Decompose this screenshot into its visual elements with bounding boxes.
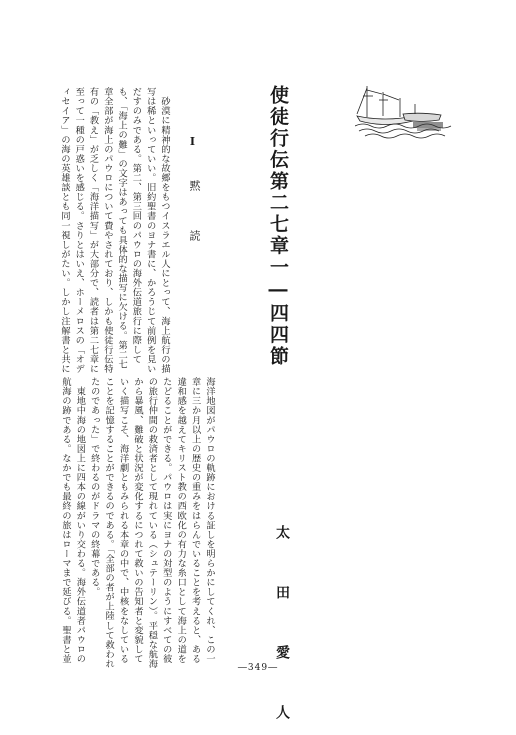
- section-number: Ⅰ: [186, 135, 199, 151]
- author-name: 太 田 愛 人: [274, 525, 290, 735]
- body-line: だすのみである。第二、第三回のパウロの海外伝道旅行に際して: [130, 87, 142, 364]
- body-line: 章全部が海上のパウロについて費やされており、しかも使徒行伝特: [101, 87, 113, 374]
- body-line: ィセイア」の海の英雄談とも同一視しがたい。しかし注解書と共に: [58, 87, 70, 374]
- body-line: 違和感を越えてキリスト教の西欧化の有力な糸口として海上の道を: [175, 377, 187, 664]
- body-text-bottom: [58, 377, 216, 675]
- body-text-top: [57, 87, 171, 383]
- body-line: いく描写こそ、海洋劇ともみられる本章の中で、中核をなしている: [117, 377, 129, 664]
- body-line: 海洋地図がパウロの軌跡における証しを明らかにしてくれ、この一: [204, 377, 215, 664]
- body-line: たのであった」で終わるのがドラマの終幕である。: [88, 377, 100, 597]
- body-line: たどることができる。パウロは実にヨナの対型のようにすべての彼: [160, 377, 172, 664]
- article-title: 使徒行伝第二七章一―四四節: [267, 85, 289, 368]
- body-line: 有の「教え」が乏しく「海洋描写」が大部分で、読者は第二七章に: [87, 87, 99, 374]
- body-line: 至って一種の戸惑いを感じる。さりとはいえ、ホーメロスの「オデ: [73, 87, 85, 374]
- body-line: から暴風、難破と状況が変化するにつれて救いの告知者と変貌して: [131, 377, 143, 664]
- body-line: 東地中海の地図上に四本の線がいり交わる。海外伝道者パウロの: [74, 377, 86, 664]
- body-line: の旅行仲間の救済者として現れている（シュテーリン）。平穏な航海: [146, 377, 158, 669]
- section-title: 黙 読: [188, 180, 201, 255]
- body-line: 写は稀といっていい。旧約聖書のヨナ書に、かろうじて前例を見い: [144, 87, 156, 374]
- body-line: ことを記憶することができるのである。「全部の者が上陸して救われ: [103, 377, 115, 669]
- body-line: も、「海上の難」の文字はあっても具体的な描写に欠ける。第二七: [116, 87, 128, 369]
- page-number: ―349―: [237, 663, 279, 673]
- ship-illustration: [355, 84, 453, 142]
- body-line: 章に三か月以上の歴史の重みをはらんでいることを考えると、ある: [189, 377, 201, 664]
- body-line: 航海の跡である。なかでも最終の旅はローマまで延びる。聖書と並: [59, 377, 71, 664]
- body-line: 砂漠に精神的な故郷をもつイスラエル人にとって、海上航行の描: [159, 87, 170, 374]
